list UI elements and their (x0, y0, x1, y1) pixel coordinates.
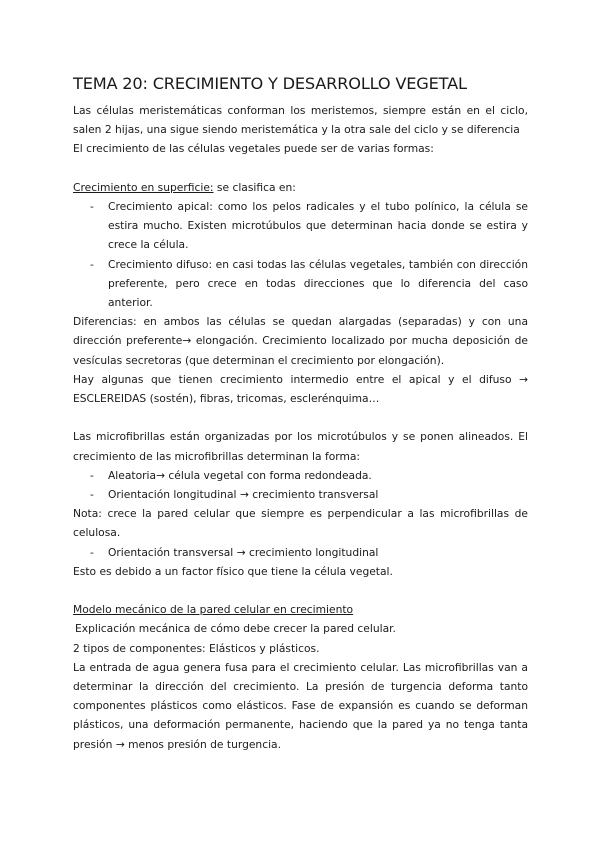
superficie-list (73, 197, 528, 312)
intro-paragraph-2: El crecimiento de las células vegetales puede ser de varias formas: (73, 142, 434, 156)
diferencias-paragraph: Diferencias: en ambos las células se quedan alargadas (separadas) y con una dirección preferente→ elongación. Crecimiento localizado por mucha deposición de vesículas secretoras (que determinan el crecimiento por elongación). (73, 315, 528, 367)
modelo-paragraph-3: La entrada de agua genera fusa para el crecimiento celular. Las microfibrillas van a determinar la dirección del crecimiento. La presión de turgencia deforma tanto componentes plásticos como elásticos. Fase de expansión es cuando se deforman plásticos, una deformación permanente, haciendo que la pared ya no tenga tanta presión → menos presión de turgencia. (73, 660, 528, 751)
microfibrillas-paragraph: Las microfibrillas están organizadas por los microtúbulos y se ponen alineados. El crecimiento de las microfibrillas determinan la forma: (73, 430, 528, 463)
superficie-heading-line (73, 178, 528, 197)
superficie-heading-rest: se clasifica en: (213, 180, 296, 194)
nota-paragraph: Nota: crece la pared celular que siempre es perpendicular a las microfibrillas de celulosa. (73, 507, 528, 540)
modelo-heading-line (73, 600, 528, 619)
list-item: - Crecimiento difuso: en casi todas las células vegetales, también con dirección preferente, pero crece en todas direcciones que lo diferencia del caso anterior. (73, 255, 528, 313)
superficie-heading: Crecimiento en superficie: (73, 180, 214, 194)
modelo-paragraph-2: 2 tipos de componentes: Elásticos y plásticos. (73, 641, 320, 655)
microfibrillas-list-2 (73, 543, 528, 562)
document-body (73, 101, 528, 754)
modelo-paragraph-1: Explicación mecánica de cómo debe crecer la pared celular. (75, 622, 396, 636)
list-item: - Orientación longitudinal → crecimiento transversal (73, 485, 528, 504)
blank-line (73, 408, 528, 427)
list-item: - Orientación transversal → crecimiento longitudinal (73, 543, 528, 562)
blank-line (73, 581, 528, 600)
modelo-heading: Modelo mecánico de la pared celular en crecimiento (73, 603, 354, 617)
list-item: - Aleatoria→ célula vegetal con forma redondeada. (73, 466, 528, 485)
intermedio-paragraph: Hay algunas que tienen crecimiento intermedio entre el apical y el difuso → ESCLEREIDAS (sostén), fibras, tricomas, esclerénquima… (73, 372, 528, 406)
microfibrillas-list (73, 466, 528, 504)
blank-line (73, 159, 528, 178)
page-title: TEMA 20: CRECIMIENTO Y DESARROLLO VEGETAL (73, 74, 467, 93)
factor-paragraph: Esto es debido a un factor físico que tiene la célula vegetal. (73, 564, 393, 578)
intro-paragraph-1: Las células meristemáticas conforman los meristemos, siempre están en el ciclo, salen 2 hijas, una sigue siendo meristemática y la otra sale del ciclo y se diferencia (73, 104, 528, 137)
list-item: - Crecimiento apical: como los pelos radicales y el tubo polínico, la célula se estira mucho. Existen microtúbulos que determinan hacia donde se estira y crece la célula. (73, 197, 528, 255)
